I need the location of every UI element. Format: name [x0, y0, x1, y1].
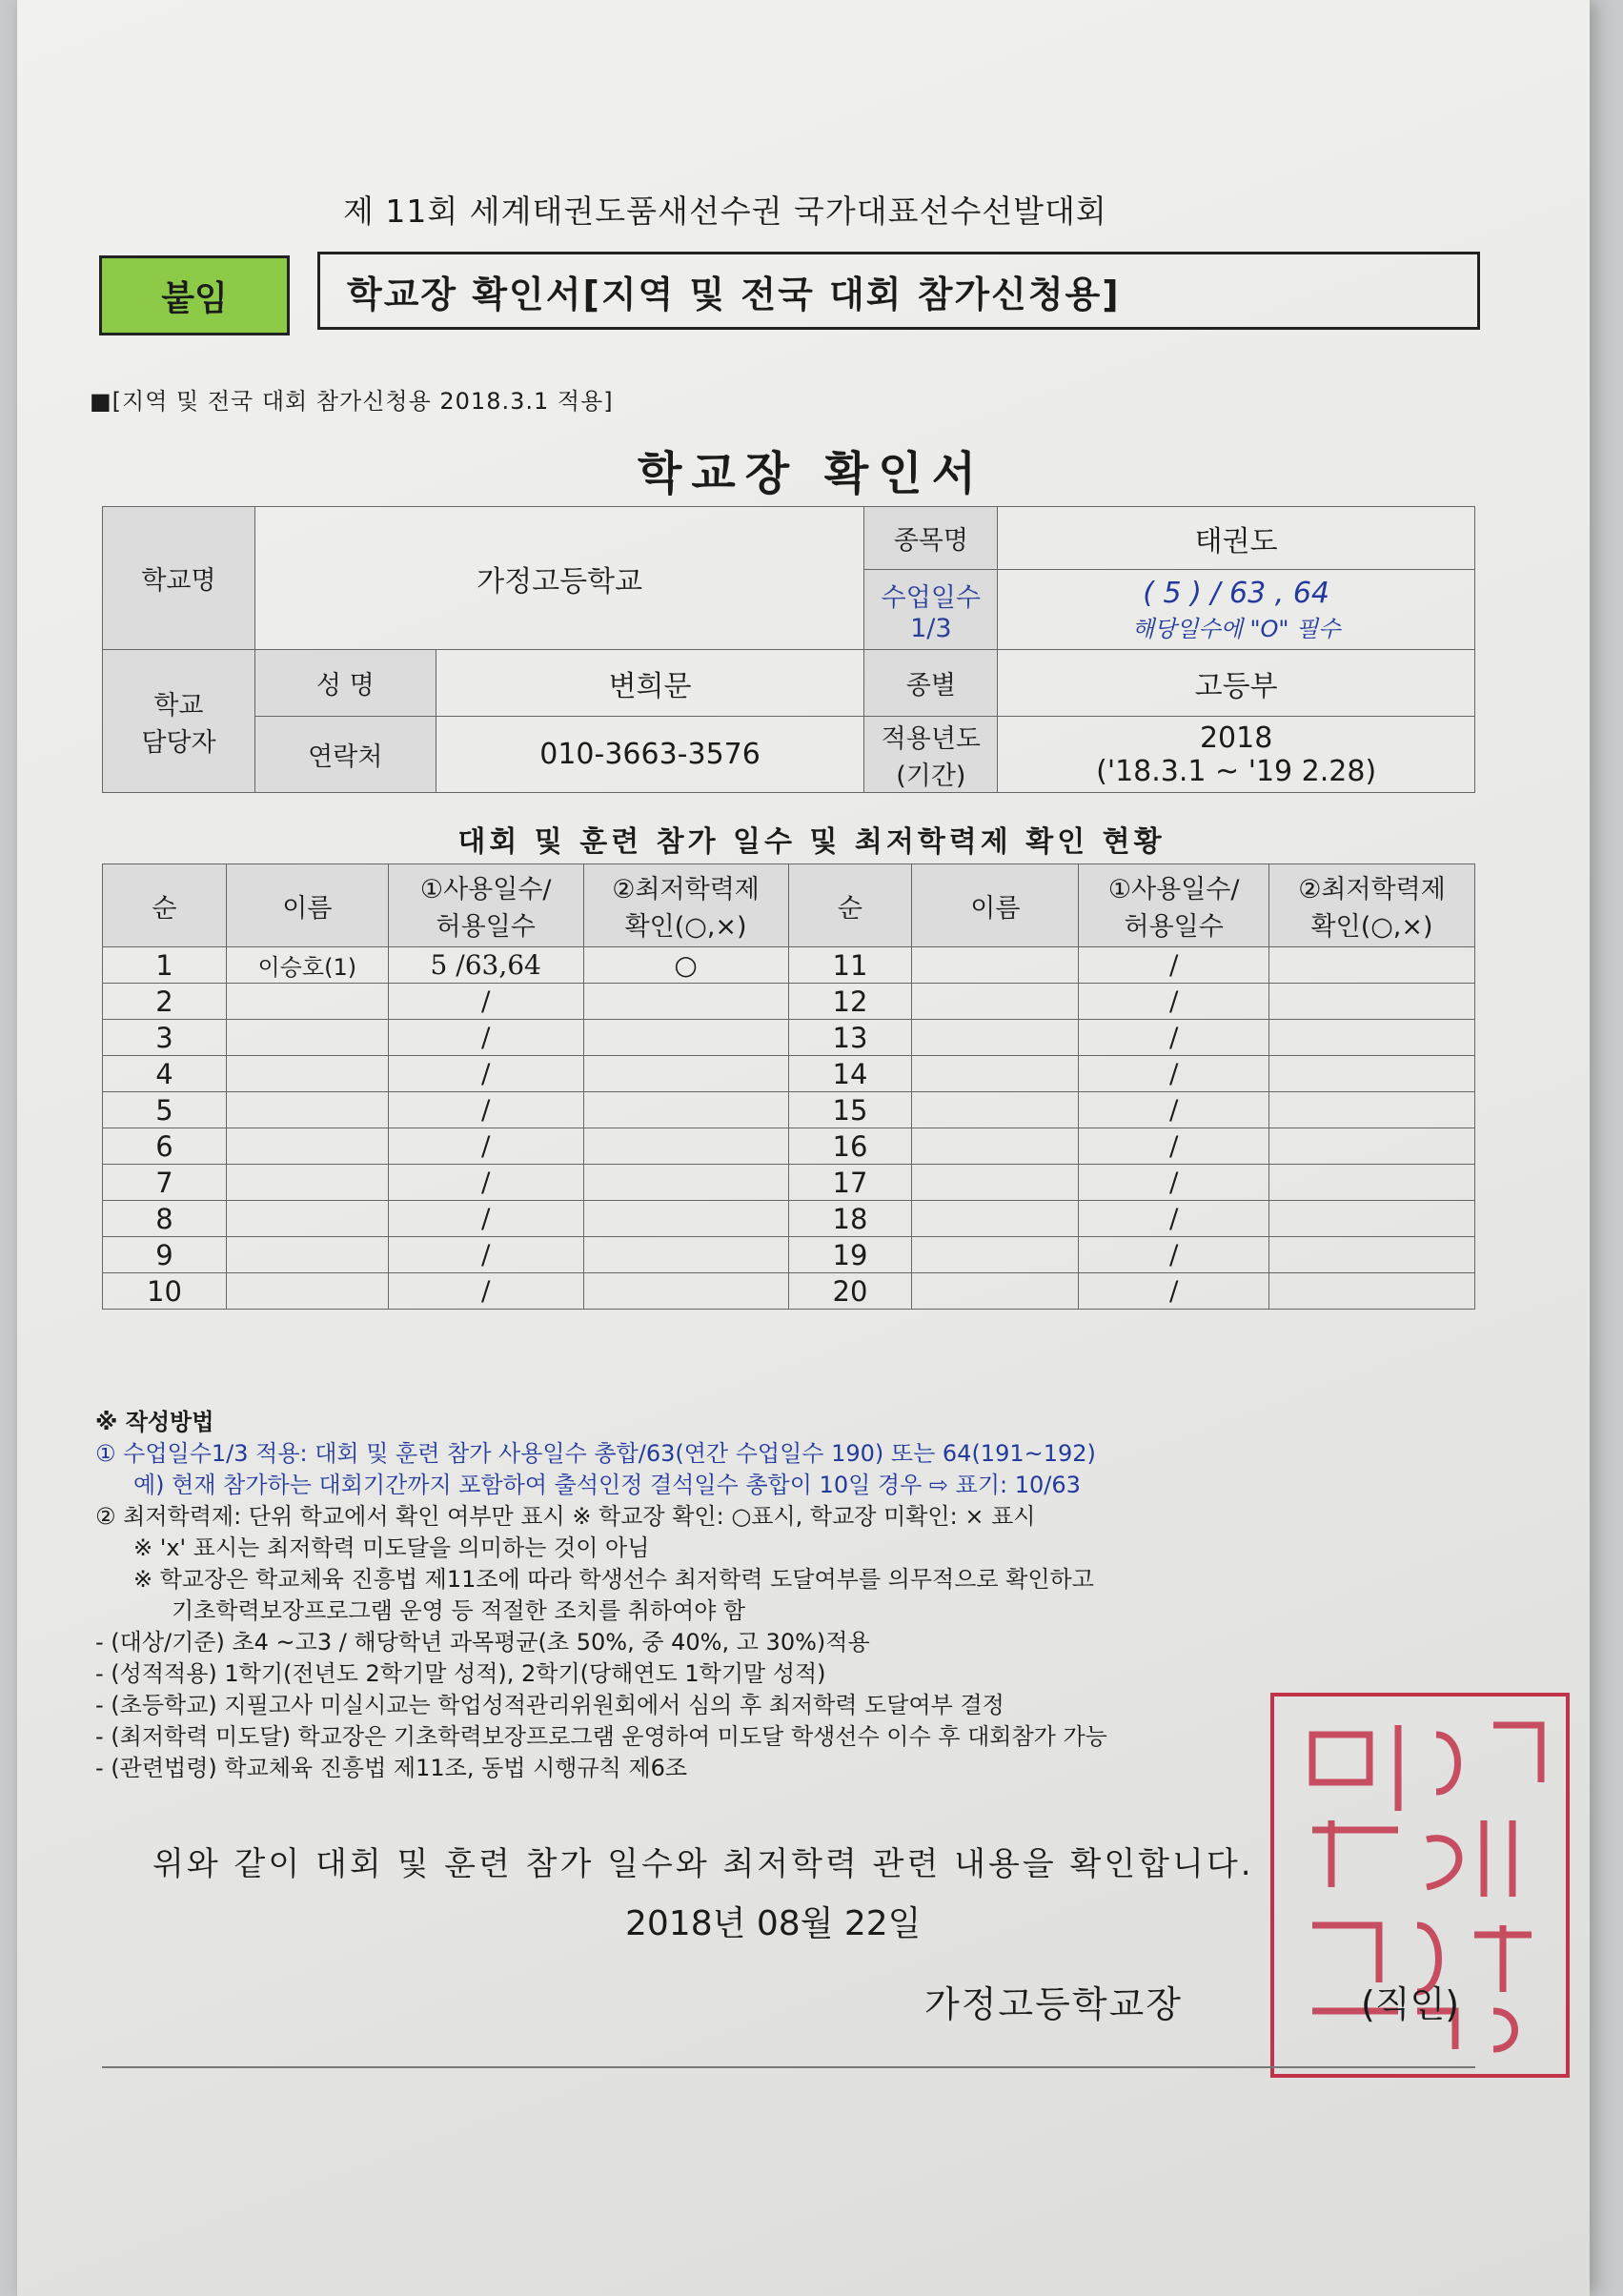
- note-line: 예) 현재 참가하는 대회기간까지 포함하여 출석인정 결석일수 총합이 10일 경우 ⇨ 표기: 10/63: [133, 1472, 1081, 1498]
- cell-no: 13: [788, 1020, 912, 1056]
- year-label-line2: (기간): [896, 761, 966, 791]
- page-title: 학교장 확인서: [638, 447, 985, 500]
- year-value-line2: ('18.3.1 ~ '19 2.28): [1096, 754, 1377, 788]
- table-row: [103, 1020, 1475, 1056]
- cell-days: /: [388, 984, 583, 1020]
- cell-no: 18: [788, 1201, 912, 1237]
- table-row: [103, 1237, 1475, 1273]
- cell-days: /: [388, 1273, 583, 1310]
- cell-no: 4: [103, 1056, 227, 1092]
- header-days-line1: ①사용일수/: [1107, 875, 1240, 904]
- table-row: [103, 1201, 1475, 1237]
- attachment-badge: 붙임: [99, 255, 290, 335]
- cell-no: 8: [103, 1201, 227, 1237]
- cell-no: 7: [103, 1165, 227, 1201]
- header-check-left: [583, 864, 788, 947]
- cell-no: 19: [788, 1237, 912, 1273]
- table-row: [103, 1128, 1475, 1165]
- year-value-line1: 2018: [1199, 721, 1273, 755]
- classdays-note: 해당일수에 "O" 필수: [1131, 615, 1341, 642]
- note-line: ※ 학교장은 학교체육 진흥법 제11조에 따라 학생선수 최저학력 도달여부를 의무적으로 확인하고: [133, 1566, 1094, 1593]
- note-line: - (관련법령) 학교체육 진흥법 제11조, 동법 시행규칙 제6조: [95, 1755, 688, 1781]
- table-row: [103, 1092, 1475, 1128]
- cell-no: 9: [103, 1237, 227, 1273]
- cell-check: [583, 1128, 788, 1165]
- header-check-line1: ②최저학력제: [1298, 875, 1446, 904]
- cell-name: [912, 1056, 1079, 1092]
- cell-name: 이승호(1): [226, 947, 388, 984]
- classdays-label: [864, 570, 998, 650]
- cell-check: [583, 1237, 788, 1273]
- header-name-right: 이름: [912, 864, 1079, 947]
- cell-days: /: [388, 1056, 583, 1092]
- cell-days: /: [388, 1092, 583, 1128]
- note-line: - (대상/기준) 초4 ~고3 / 해당학년 과목평균(초 50%, 중 40%, 고 30%)적용: [95, 1629, 870, 1656]
- cell-name: [912, 1237, 1079, 1273]
- header-days-line2: 허용일수: [436, 912, 536, 942]
- cell-name: [912, 984, 1079, 1020]
- cell-days: /: [388, 1237, 583, 1273]
- contact-label: 연락처: [254, 717, 436, 793]
- header-days-left: [388, 864, 583, 947]
- name-value: 변희문: [436, 650, 864, 717]
- cell-days: /: [1079, 1201, 1269, 1237]
- cell-no: 5: [103, 1092, 227, 1128]
- competition-title: 제 11회 세계태권도품새선수권 국가대표선수선발대회: [343, 193, 1107, 230]
- year-value: [998, 717, 1475, 793]
- confirm-statement: 위와 같이 대회 및 훈련 참가 일수와 최저학력 관련 내용을 확인합니다.: [152, 1845, 1254, 1883]
- cell-days: /: [1079, 947, 1269, 984]
- header-days-line1: ①사용일수/: [419, 875, 552, 904]
- cell-name: [226, 1056, 388, 1092]
- table-row: [103, 947, 1475, 984]
- cell-no: 14: [788, 1056, 912, 1092]
- cell-check: [1269, 947, 1475, 984]
- cell-no: 2: [103, 984, 227, 1020]
- cell-name: [912, 1092, 1079, 1128]
- table-row: [103, 1165, 1475, 1201]
- manager-label: [103, 650, 255, 793]
- note-line: - (최저학력 미도달) 학교장은 기초학력보장프로그램 운영하여 미도달 학생선수 이수 후 대회참가 가능: [95, 1723, 1107, 1750]
- header-check-line1: ②최저학력제: [612, 875, 760, 904]
- cell-name: [912, 1128, 1079, 1165]
- cell-check: [583, 1056, 788, 1092]
- cell-days: /: [1079, 1056, 1269, 1092]
- notes-heading: ※ 작성방법: [95, 1409, 214, 1435]
- note-line: ※ 'x' 표시는 최저학력 미도달을 의미하는 것이 아님: [133, 1534, 650, 1561]
- classdays-label-line1: 수업일수: [881, 582, 981, 613]
- cell-days: 5 /63,64: [388, 947, 583, 984]
- cell-name: [912, 1201, 1079, 1237]
- header-days-line2: 허용일수: [1124, 912, 1224, 942]
- cell-no: 20: [788, 1273, 912, 1310]
- cell-name: [226, 1165, 388, 1201]
- year-label-line1: 적용년도: [881, 723, 981, 754]
- cell-days: /: [1079, 1165, 1269, 1201]
- cell-days: /: [388, 1201, 583, 1237]
- cell-no: 3: [103, 1020, 227, 1056]
- section-title: 대회 및 훈련 참가 일수 및 최저학력제 확인 현황: [457, 825, 1166, 859]
- cell-check: [1269, 984, 1475, 1020]
- cell-days: /: [1079, 1020, 1269, 1056]
- cell-name: [912, 1020, 1079, 1056]
- year-label: [864, 717, 998, 793]
- school-label: 학교명: [103, 507, 255, 650]
- table-row: [103, 984, 1475, 1020]
- cell-days: /: [1079, 1273, 1269, 1310]
- cell-days: /: [1079, 1237, 1269, 1273]
- classdays-entry: ( 5 ) / 63 , 64: [1143, 576, 1329, 610]
- division-label: 종별: [864, 650, 998, 717]
- issue-date: 2018년 08월 22일: [625, 1904, 922, 1943]
- sub-note: ■[지역 및 전국 대회 참가신청용 2018.3.1 적용]: [90, 388, 614, 415]
- cell-name: [226, 984, 388, 1020]
- cell-check: [1269, 1092, 1475, 1128]
- cell-days: /: [1079, 1128, 1269, 1165]
- cell-no: 16: [788, 1128, 912, 1165]
- cell-check: [1269, 1237, 1475, 1273]
- event-value: 태권도: [998, 507, 1475, 570]
- header-days-right: [1079, 864, 1269, 947]
- division-value: 고등부: [998, 650, 1475, 717]
- cell-check: ○: [583, 947, 788, 984]
- bottom-divider: [102, 2066, 1475, 2068]
- cell-name: [226, 1273, 388, 1310]
- cell-name: [226, 1237, 388, 1273]
- principal-name: 가정고등학교장: [924, 1983, 1183, 2025]
- participation-rows: [103, 947, 1475, 1310]
- cell-days: /: [388, 1165, 583, 1201]
- header-check-line2: 확인(○,×): [624, 912, 747, 942]
- name-label: 성 명: [254, 650, 436, 717]
- cell-name: [912, 1273, 1079, 1310]
- cell-no: 12: [788, 984, 912, 1020]
- info-table: [102, 506, 1475, 793]
- cell-check: [583, 1092, 788, 1128]
- contact-value: 010-3663-3576: [436, 717, 864, 793]
- classdays-value: [998, 570, 1475, 650]
- header-no-right: 순: [788, 864, 912, 947]
- note-line: 기초학력보장프로그램 운영 등 적절한 조치를 취하여야 함: [172, 1597, 746, 1624]
- event-label: 종목명: [864, 507, 998, 570]
- cell-check: [1269, 1201, 1475, 1237]
- cell-check: [1269, 1020, 1475, 1056]
- cell-check: [1269, 1273, 1475, 1310]
- cell-no: 1: [103, 947, 227, 984]
- cell-no: 17: [788, 1165, 912, 1201]
- table-row: [103, 1056, 1475, 1092]
- header-check-line2: 확인(○,×): [1310, 912, 1433, 942]
- cell-name: [226, 1020, 388, 1056]
- cell-days: /: [388, 1020, 583, 1056]
- cell-check: [1269, 1128, 1475, 1165]
- header-check-right: [1269, 864, 1475, 947]
- cell-name: [226, 1128, 388, 1165]
- cell-days: /: [1079, 984, 1269, 1020]
- manager-label-line2: 담당자: [141, 727, 216, 758]
- header-name-left: 이름: [226, 864, 388, 947]
- cell-check: [1269, 1165, 1475, 1201]
- note-line: - (초등학교) 지필고사 미실시교는 학업성적관리위원회에서 심의 후 최저학력 도달여부 결정: [95, 1692, 1004, 1718]
- participation-table: [102, 864, 1475, 1310]
- cell-days: /: [1079, 1092, 1269, 1128]
- cell-name: [912, 947, 1079, 984]
- classdays-label-line2: 1/3: [910, 613, 952, 643]
- note-line: ② 최저학력제: 단위 학교에서 확인 여부만 표시 ※ 학교장 확인: ○표시, 학교장 미확인: × 표시: [95, 1503, 1036, 1530]
- cell-no: 6: [103, 1128, 227, 1165]
- cell-no: 15: [788, 1092, 912, 1128]
- note-line: - (성적적용) 1학기(전년도 2학기말 성적), 2학기(당해연도 1학기말 성적): [95, 1660, 826, 1687]
- cell-no: 11: [788, 947, 912, 984]
- table-row: [103, 1273, 1475, 1310]
- header-no-left: 순: [103, 864, 227, 947]
- cell-check: [583, 1201, 788, 1237]
- header-title: 학교장 확인서[지역 및 전국 대회 참가신청용]: [317, 252, 1480, 330]
- note-line: ① 수업일수1/3 적용: 대회 및 훈련 참가 사용일수 총합/63(연간 수업일수 190) 또는 64(191~192): [95, 1440, 1096, 1467]
- cell-no: 10: [103, 1273, 227, 1310]
- cell-check: [583, 1165, 788, 1201]
- cell-check: [583, 1273, 788, 1310]
- cell-name: [912, 1165, 1079, 1201]
- cell-name: [226, 1201, 388, 1237]
- seal-label: (직인): [1361, 1983, 1460, 2025]
- school-value: 가정고등학교: [254, 507, 864, 650]
- cell-days: /: [388, 1128, 583, 1165]
- cell-check: [583, 1020, 788, 1056]
- cell-check: [1269, 1056, 1475, 1092]
- manager-label-line1: 학교: [153, 690, 204, 721]
- cell-check: [583, 984, 788, 1020]
- cell-name: [226, 1092, 388, 1128]
